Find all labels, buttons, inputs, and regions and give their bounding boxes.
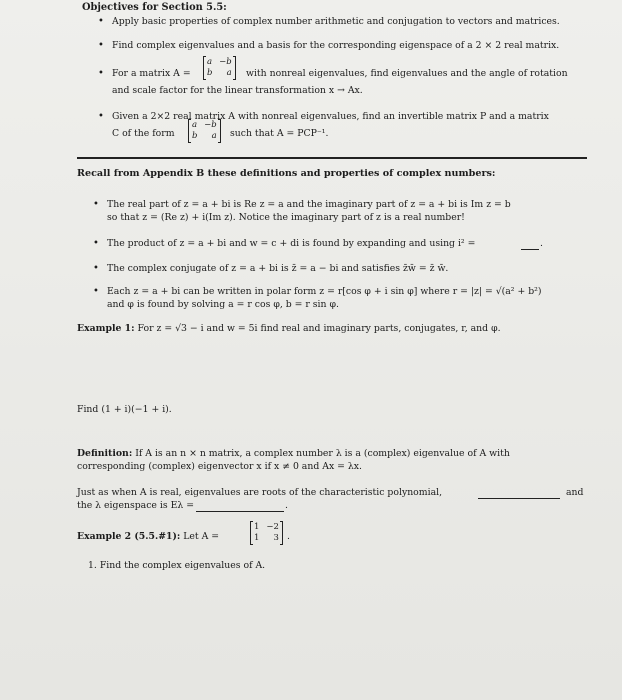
matrix-cell: −b	[204, 120, 217, 130]
matrix-ab-form	[188, 120, 221, 142]
matrix-example-2	[250, 522, 283, 544]
objective-item-4-line2: C of the form	[112, 128, 175, 139]
recall-polar-line2: and φ is found by solving a = r cos φ, b = r sin φ.	[107, 299, 339, 310]
example-2-label: Example 2 (5.5.#1):	[77, 531, 181, 542]
objective-item-4-end: such that A = PCP⁻¹.	[230, 128, 329, 139]
recall-real-part-line2: so that z = (Re z) + i(Im z). Notice the imaginary part of z is a real number!	[107, 212, 465, 223]
eigenspace-period: .	[285, 500, 288, 511]
recall-conjugate: • The complex conjugate of z = a + bi is z̄ = a − bi and satisfies z̄w̄ = z̄ w̄.	[107, 263, 448, 275]
example-2-period: .	[287, 531, 290, 542]
product-period: .	[540, 238, 543, 249]
recall-polar: • Each z = a + bi can be written in polar form z = r[cos φ + i sin φ] where r = |z| = √(a² + b²)	[107, 286, 542, 298]
definition	[77, 448, 510, 460]
recall-heading: Recall from Appendix B these definitions and properties of complex numbers:	[77, 168, 496, 179]
just-as-line1: Just as when A is real, eigenvalues are roots of the characteristic polynomial,	[77, 487, 443, 498]
matrix-cell: a	[207, 57, 213, 67]
section-divider	[77, 157, 587, 159]
matrix-cell: 1	[254, 522, 260, 532]
objectives-heading: Objectives for Section 5.5:	[82, 2, 227, 13]
example-2-text: Let A =	[183, 531, 220, 542]
task-1: 1. Find the complex eigenvalues of A.	[88, 560, 266, 571]
matrix-cell: 3	[273, 533, 279, 543]
objective-item-1: • Apply basic properties of complex number arithmetic and conjugation to vectors and matrices.	[112, 16, 560, 28]
recall-real-part: • The real part of z = a + bi is Re z = a and the imaginary part of z = a + bi is Im z = b	[107, 199, 511, 211]
product-blank	[521, 238, 539, 250]
find-product: Find (1 + i)(−1 + i).	[77, 404, 172, 415]
matrix-cell: a	[192, 120, 198, 130]
eigenspace-blank	[196, 500, 284, 512]
objective-item-4: • Given a 2×2 real matrix A with nonreal eigenvalues, find an invertible matrix P and a matrix	[112, 111, 549, 123]
example-2	[77, 531, 219, 543]
objective-item-3: • For a matrix A =	[112, 68, 191, 80]
just-as-line2: the λ eigenspace is Eλ =	[77, 500, 194, 511]
matrix-cell: b	[207, 68, 213, 78]
definition-label: Definition:	[77, 448, 133, 459]
objective-item-2: • Find complex eigenvalues and a basis for the corresponding eigenspace of a 2 × 2 real matrix.	[112, 40, 559, 52]
matrix-cell: a	[226, 68, 232, 78]
matrix-ab-objective	[203, 57, 236, 79]
objective-item-3-line2: and scale factor for the linear transformation x → Ax.	[112, 85, 363, 96]
example-1-text: For z = √3 − i and w = 5i find real and imaginary parts, conjugates, r, and φ.	[137, 323, 501, 334]
polynomial-blank	[478, 487, 560, 499]
definition-line1: If A is an n × n matrix, a complex number λ is a (complex) eigenvalue of A with	[135, 448, 510, 459]
matrix-cell: −2	[266, 522, 279, 532]
just-as-and: and	[566, 487, 584, 498]
matrix-cell: b	[192, 131, 198, 141]
matrix-cell: 1	[254, 533, 260, 543]
example-1-label: Example 1:	[77, 323, 135, 334]
definition-line2: corresponding (complex) eigenvector x if x ≠ 0 and Ax = λx.	[77, 461, 362, 472]
recall-product: • The product of z = a + bi and w = c + di is found by expanding and using i² =	[107, 238, 475, 250]
matrix-cell: a	[211, 131, 217, 141]
objective-item-3-cont: with nonreal eigenvalues, find eigenvalues and the angle of rotation	[246, 68, 568, 79]
matrix-cell: −b	[219, 57, 232, 67]
example-1	[77, 323, 501, 335]
